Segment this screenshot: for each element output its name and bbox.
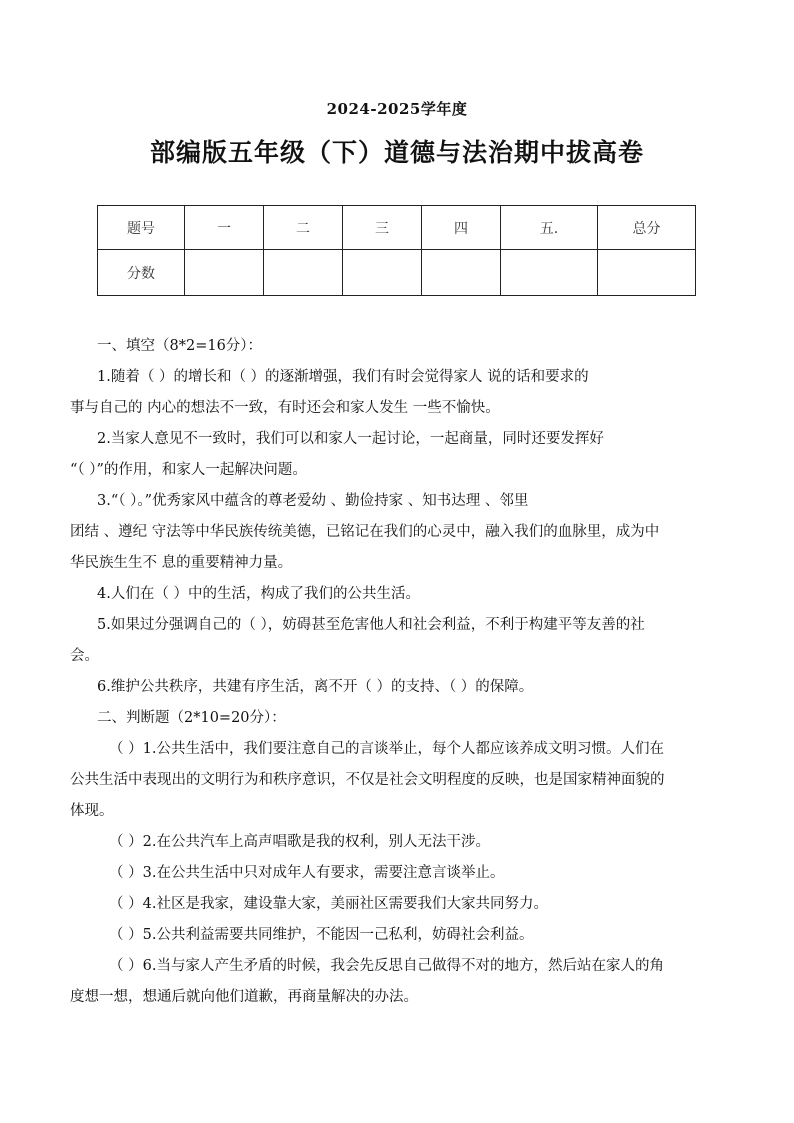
fill-blank-line: 4.人们在（ ）中的生活，构成了我们的公共生活。 [97, 586, 420, 602]
fill-blank-line: 1.随着（ ）的增长和（ ）的逐渐增强，我们有时会觉得家人 说的话和要求的 [97, 369, 589, 385]
header-cell-section-4: 四 [422, 206, 501, 250]
score-cell-section-5[interactable] [501, 250, 598, 296]
fill-blank-line: 6.维护公共秩序，共建有序生活，离不开（ ）的支持、（ ）的保障。 [97, 679, 534, 695]
score-table [97, 205, 696, 296]
fill-blank-line: 2.当家人意见不一致时，我们可以和家人一起讨论，一起商量，同时还要发挥好 [97, 431, 604, 447]
school-year-heading: 2024-2025学年度 [326, 100, 468, 118]
header-cell-section-2: 二 [264, 206, 343, 250]
true-false-line: 公共生活中表现出的文明行为和秩序意识，不仅是社会文明程度的反映，也是国家精神面貌的 [70, 772, 665, 788]
score-cell-total[interactable] [598, 250, 696, 296]
exam-content [70, 331, 724, 1013]
fill-blank-line: 5.如果过分强调自己的（ ），妨碍甚至危害他人和社会利益，不利于构建平等友善的社 [97, 617, 645, 633]
exam-title: 部编版五年级（下）道德与法治期中拔高卷 [149, 138, 644, 167]
score-cell-section-4[interactable] [422, 250, 501, 296]
fill-blank-line: “（ ）”的作用，和家人一起解决问题。 [70, 462, 307, 478]
true-false-line: （ ）4.社区是我家，建设靠大家，美丽社区需要我们大家共同努力。 [109, 896, 548, 912]
score-cell-section-3[interactable] [343, 250, 422, 296]
score-table-header-row [98, 206, 696, 250]
true-false-line: （ ）2.在公共汽车上高声唱歌是我的权利，别人无法干涉。 [109, 834, 490, 850]
true-false-line: （ ）6.当与家人产生矛盾的时候，我会先反思自己做得不对的地方，然后站在家人的角 [109, 958, 664, 974]
header-cell-total: 总分 [598, 206, 696, 250]
score-cell-section-1[interactable] [185, 250, 264, 296]
fill-blank-line: 会。 [70, 648, 99, 664]
header-cell-question-number: 题号 [98, 206, 185, 250]
fill-blank-line: 3.“（ ）。”优秀家风中蕴含的尊老爱幼 、勤俭持家 、知书达理 、邻里 [97, 493, 529, 509]
header-cell-section-3: 三 [343, 206, 422, 250]
header-cell-section-1: 一 [185, 206, 264, 250]
section-1-heading: 一、填空（8*2=16分）： [97, 338, 263, 354]
true-false-line: 度想一想，想通后就向他们道歉，再商量解决的办法。 [70, 989, 418, 1005]
header-cell-section-5: 五. [501, 206, 598, 250]
fill-blank-line: 事与自己的 内心的想法不一致，有时还会和家人发生 一些不愉快。 [70, 400, 500, 416]
fill-blank-line: 团结 、遵纪 守法等中华民族传统美德，已铭记在我们的心灵中，融入我们的血脉里，成为中 [70, 524, 660, 540]
true-false-line: （ ）1.公共生活中，我们要注意自己的言谈举止，每个人都应该养成文明习惯。人们在 [109, 741, 664, 757]
true-false-line: （ ）3.在公共生活中只对成年人有要求，需要注意言谈举止。 [109, 865, 505, 881]
score-cell-section-2[interactable] [264, 250, 343, 296]
true-false-line: （ ）5.公共利益需要共同维护，不能因一己私利，妨碍社会利益。 [109, 927, 534, 943]
section-2-heading: 二、判断题（2*10=20分）： [97, 710, 286, 726]
true-false-line: 体现。 [70, 803, 114, 819]
score-row-label: 分数 [98, 250, 185, 296]
score-table-score-row [98, 250, 696, 296]
fill-blank-line: 华民族生生不 息的重要精神力量。 [70, 555, 293, 571]
